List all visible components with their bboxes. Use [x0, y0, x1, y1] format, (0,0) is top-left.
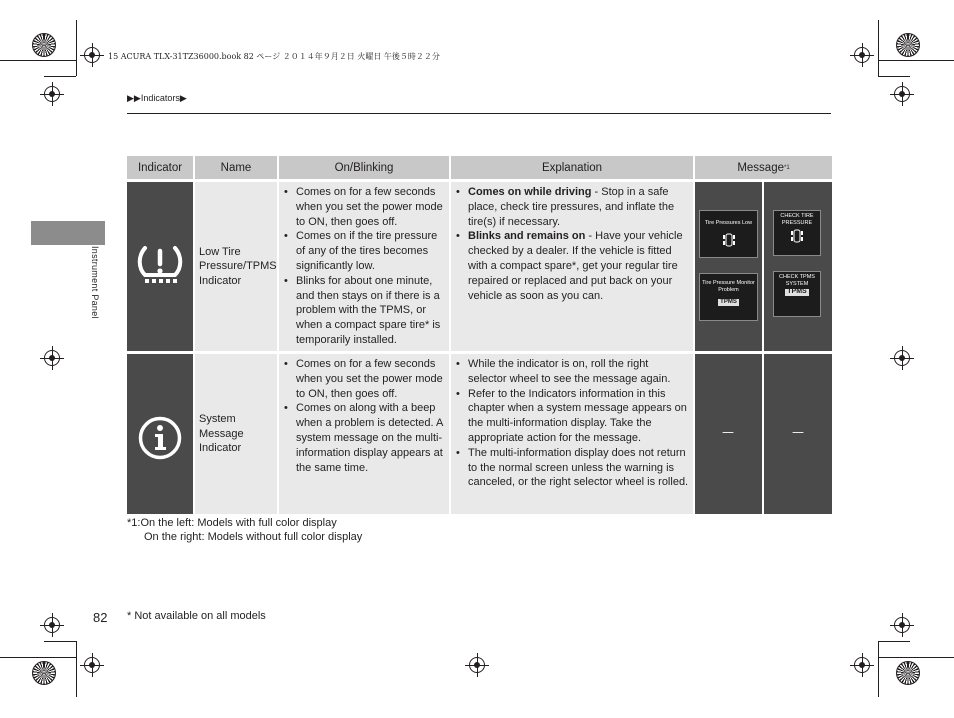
indicator-name: System Message Indicator	[199, 413, 244, 455]
message-screen	[699, 210, 758, 258]
crop-mark	[878, 641, 879, 697]
registration-mark	[854, 657, 870, 673]
name-cell-system-message	[195, 354, 277, 514]
color-target	[896, 33, 920, 57]
on-blinking-cell-system-message	[279, 354, 449, 514]
registration-mark	[854, 47, 870, 63]
breadcrumb-link-indicators[interactable]: Indicators	[140, 93, 180, 103]
crop-mark	[878, 60, 954, 61]
registration-mark	[44, 617, 60, 633]
crop-mark	[0, 657, 76, 658]
message-text: Tire Pressures Low	[704, 220, 753, 226]
message-text: Tire Pressure Monitor Problem	[702, 280, 755, 293]
message-cell-standard	[764, 354, 832, 514]
list-item: • Comes on along with a beep when a problem is detected. A system message on the multi-information display appears at the same time.	[296, 401, 445, 475]
message-none: —	[722, 425, 734, 439]
footnote-line: *1:On the left: Models with full color display	[127, 517, 337, 529]
registration-mark	[84, 47, 100, 63]
message-cell-full-color	[695, 354, 762, 514]
registration-mark	[44, 350, 60, 366]
page-number: 82	[93, 610, 108, 625]
breadcrumb-arrows: ▶▶	[127, 93, 141, 103]
message-cell-standard	[764, 182, 832, 351]
crop-mark	[878, 657, 954, 658]
availability-note: * Not available on all models	[127, 610, 266, 622]
breadcrumb	[127, 93, 187, 104]
list-item	[468, 229, 689, 303]
crop-mark	[0, 60, 76, 61]
crop-mark	[44, 641, 76, 642]
list-item: • Refer to the Indicators information in this chapter when a system message appears on the multi-information display. Take the appropriate action for the message.	[468, 387, 689, 446]
message-none: —	[792, 425, 804, 439]
tpms-badge: TPMS	[787, 288, 807, 295]
on-blinking-cell-tpms	[279, 182, 449, 351]
footnote	[127, 517, 362, 544]
crop-mark	[76, 20, 77, 76]
list-item: • Comes on if the tire pressure of any of the tires becomes significantly low.	[296, 229, 445, 273]
tpms-badge: TPMS	[720, 299, 737, 305]
indicator-cell-system-message	[127, 354, 193, 514]
header-message	[695, 156, 832, 179]
color-target	[32, 661, 56, 685]
header-explanation: Explanation	[451, 156, 693, 179]
indicator-name: Low Tire Pressure/TPMS Indicator	[199, 245, 277, 287]
list-item: • Comes on for a few seconds when you set the power mode to ON, then goes off.	[296, 185, 445, 229]
explanation-cell-system-message	[451, 354, 693, 514]
registration-mark	[84, 657, 100, 673]
header-message-sup: *1	[784, 164, 790, 171]
registration-mark	[469, 657, 485, 673]
list-item: • Blinks for about one minute, and then stays on if there is a problem with the TPMS, or when a compact spare tire* is temporarily installed.	[296, 274, 445, 348]
message-cell-full-color	[695, 182, 762, 351]
header-on-blinking: On/Blinking	[279, 156, 449, 179]
explanation-text: - Have your vehicle checked by a dealer. If the vehicle is fitted with a compact spare*, get your regular tire repaired or replaced and put back on your vehicle as soon as you can.	[468, 230, 683, 302]
message-text: CHECK TIRE PRESSURE	[780, 213, 814, 226]
breadcrumb-end-arrow: ▶	[179, 93, 187, 103]
tire-pressure-car-icon	[722, 232, 736, 248]
registration-mark	[44, 86, 60, 102]
registration-mark	[894, 617, 910, 633]
color-target	[896, 661, 920, 685]
crop-mark	[878, 641, 910, 642]
crop-mark	[76, 641, 77, 697]
crop-mark	[878, 76, 910, 77]
explanation-cell-tpms	[451, 182, 693, 351]
tpms-warning-icon	[135, 242, 185, 288]
tire-pressure-car-icon	[790, 228, 804, 244]
list-item: • Comes on for a few seconds when you set the power mode to ON, then goes off.	[296, 357, 445, 401]
header-indicator: Indicator	[127, 156, 193, 179]
chapter-label: Instrument Panel	[90, 246, 100, 319]
message-screen	[773, 210, 821, 256]
print-header: 15 ACURA TLX-31TZ36000.book 82 ページ ２０１４年９月２日 火曜日 午後５時２２分	[108, 52, 440, 61]
crop-mark	[878, 20, 879, 76]
registration-mark	[894, 350, 910, 366]
information-icon	[137, 415, 183, 461]
header-name: Name	[195, 156, 277, 179]
message-screen	[773, 271, 821, 317]
header-message-label: Message	[737, 161, 784, 174]
message-screen	[699, 273, 758, 321]
header-rule	[127, 113, 831, 114]
explanation-bold: Blinks and remains on	[468, 230, 586, 243]
color-target	[32, 33, 56, 57]
explanation-text: - Stop in a safe place, check tire pressures, and inflate the tire(s) if necessary.	[468, 186, 675, 228]
name-cell-tpms	[195, 182, 277, 351]
list-item: • While the indicator is on, roll the right selector wheel to see the message again.	[468, 357, 689, 387]
footnote-line: On the right: Models without full color display	[144, 530, 363, 543]
indicator-cell-tpms	[127, 182, 193, 351]
list-item	[468, 185, 689, 229]
chapter-tab[interactable]	[31, 221, 105, 245]
crop-mark	[44, 76, 76, 77]
registration-mark	[894, 86, 910, 102]
message-text: CHECK TPMS SYSTEM	[779, 274, 815, 287]
list-item: • The multi-information display does not return to the normal screen unless the warning is canceled, or the right selector wheel is rolled.	[468, 446, 689, 490]
explanation-bold: Comes on while driving	[468, 186, 592, 198]
